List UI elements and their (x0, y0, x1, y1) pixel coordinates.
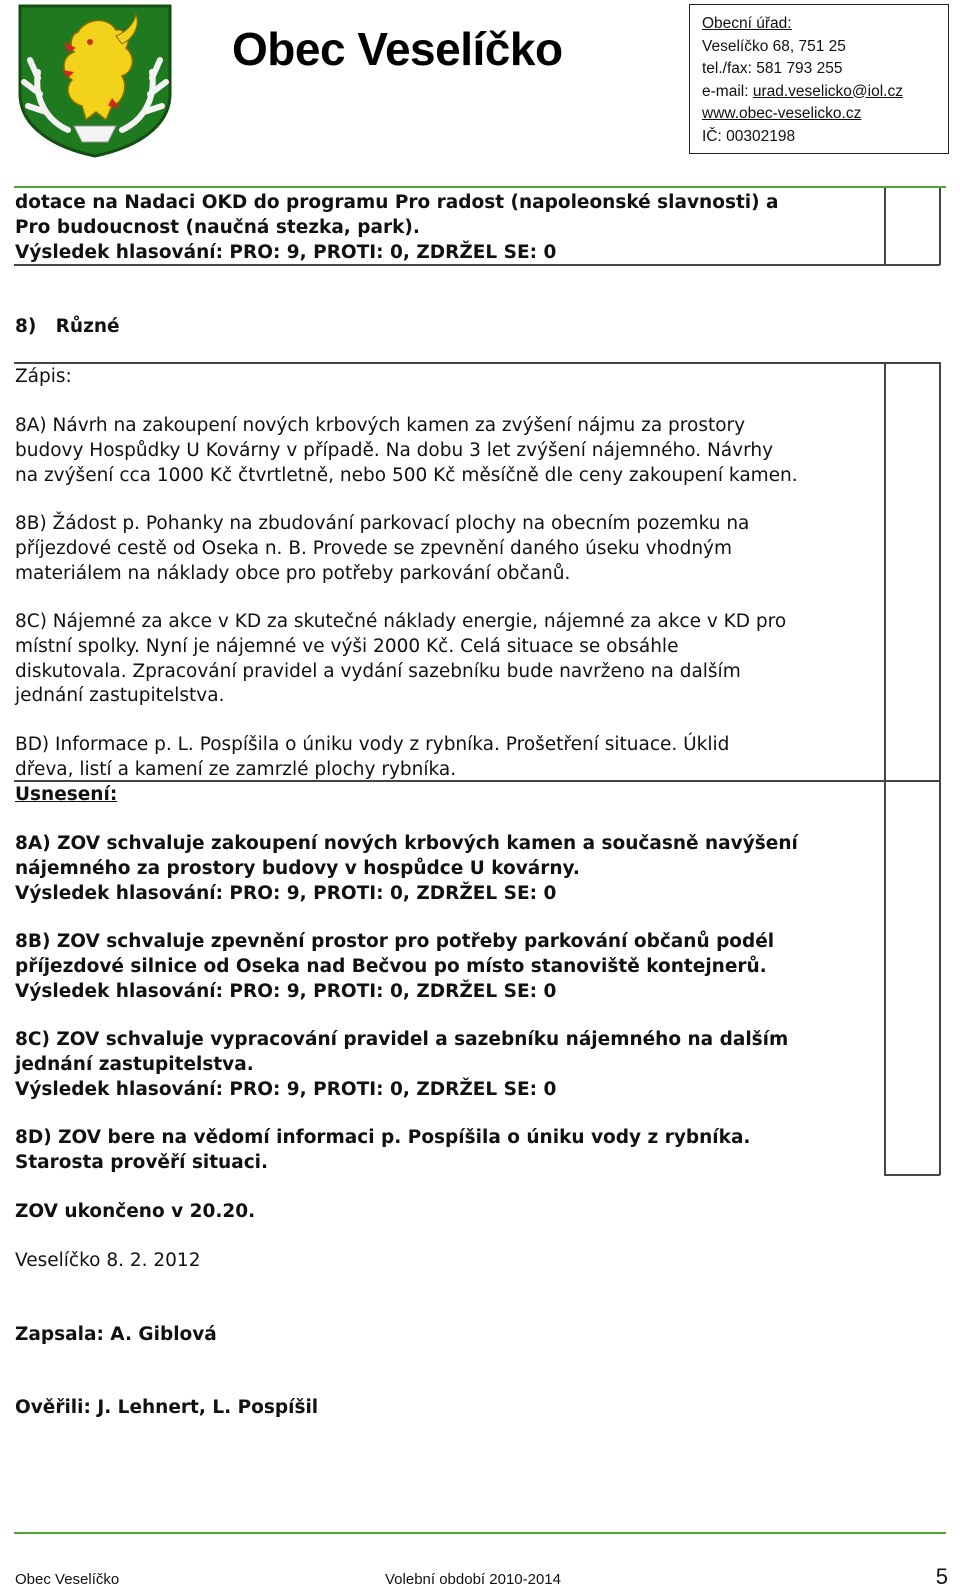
vote-result: Výsledek hlasování: PRO: 9, PROTI: 0, ZDRŽEL SE: 0 (15, 241, 557, 263)
text-line: 8A) Návrh na zakoupení nových krbových kamen za zvýšení nájmu za prostory (15, 415, 746, 436)
page-title: Obec Veselíčko (232, 23, 563, 75)
item-8b (15, 512, 895, 586)
text-line: Starosta prověří situaci. (15, 1151, 269, 1173)
item-8a (15, 414, 895, 488)
item-bd (15, 733, 895, 783)
vote-result: Výsledek hlasování: PRO: 9, PROTI: 0, ZDRŽEL SE: 0 (15, 1078, 557, 1100)
contact-phone: tel./fax: 581 793 255 (702, 60, 843, 77)
contact-email-prefix: e-mail: (702, 82, 753, 100)
page-number: 5 (935, 1564, 948, 1589)
resolution-8a (15, 832, 895, 906)
verified-by: Ověřili: J. Lehnert, L. Pospíšil (15, 1397, 319, 1418)
usneseni-label: Usnesení: (15, 784, 118, 805)
text-line: dřeva, listí a kamení ze zamrzlé plochy rybníka. (15, 758, 457, 780)
contact-email-row (702, 81, 936, 104)
text-line: příjezdové silnice od Oseka nad Bečvou po místo stanoviště kontejnerů. (15, 955, 767, 977)
footer-center: Volební období 2010-2014 (385, 1571, 561, 1588)
contact-email-link[interactable]: urad.veselicko@iol.cz (752, 82, 903, 100)
section-heading: 8) Různé (15, 316, 120, 337)
resolution-8b (15, 930, 895, 1004)
table-border (939, 188, 941, 265)
text-line: jednání zastupitelstva. (15, 1053, 254, 1075)
item-8c (15, 610, 895, 709)
contact-website-link[interactable]: www.obec-veselicko.cz (702, 105, 862, 122)
text-line: Pro budoucnost (naučná stezka, park). (15, 216, 420, 238)
footer-rule (14, 1532, 946, 1534)
closing-note: ZOV ukončeno v 20.20. (15, 1201, 256, 1222)
resolution-8c (15, 1028, 895, 1102)
contact-office-label: Obecní úřad: (702, 15, 792, 32)
text-line: příjezdové cestě od Oseka n. B. Provede se zpevnění daného úseku vhodným (15, 537, 733, 559)
contact-box (689, 4, 949, 154)
text-line: jednání zastupitelstva. (15, 685, 225, 707)
top-paragraph (15, 191, 895, 265)
contact-address: Veselíčko 68, 751 25 (702, 37, 846, 55)
text-line: BD) Informace p. L. Pospíšila o úniku vody z rybníka. Prošetření situace. Úklid (15, 734, 730, 755)
vote-result: Výsledek hlasování: PRO: 9, PROTI: 0, ZDRŽEL SE: 0 (15, 882, 557, 904)
text-line: 8C) Nájemné za akce v KD za skutečné náklady energie, nájemné za akce v KD pro (15, 611, 787, 632)
vote-result: Výsledek hlasování: PRO: 9, PROTI: 0, ZDRŽEL SE: 0 (15, 980, 557, 1002)
text-line: budovy Hospůdky U Kovárny v případě. Na dobu 3 let zvýšení nájemného. Návrhy (15, 439, 774, 461)
zapis-label: Zápis: (15, 366, 72, 387)
text-line: 8B) Žádost p. Pohanky na zbudování parkovací plochy na obecním pozemku na (15, 513, 750, 534)
text-line: dotace na Nadaci OKD do programu Pro radost (napoleonské slavnosti) a (15, 192, 779, 213)
resolution-8d (15, 1126, 895, 1176)
footer-left: Obec Veselíčko (15, 1571, 120, 1588)
text-line: na zvýšení cca 1000 Kč čtvrtletně, nebo 500 Kč měsíčně dle ceny zakoupení kamen. (15, 464, 798, 486)
text-line: 8D) ZOV bere na vědomí informaci p. Pospíšila o úniku vody z rybníka. (15, 1127, 751, 1148)
recorded-by: Zapsala: A. Giblová (15, 1324, 217, 1345)
contact-company-id: IČ: 00302198 (702, 127, 796, 145)
text-line: místní spolky. Nyní je nájemné ve výši 2000 Kč. Celá situace se obsáhle (15, 635, 679, 657)
document-date: Veselíčko 8. 2. 2012 (15, 1250, 201, 1271)
text-line: nájemného za prostory budovy v hospůdce U kovárny. (15, 857, 580, 879)
table-border (14, 362, 940, 364)
text-line: 8B) ZOV schvaluje zpevnění prostor pro potřeby parkování občanů podél (15, 931, 775, 952)
table-border (939, 362, 941, 1175)
header-rule (14, 186, 946, 188)
municipal-crest (16, 2, 174, 158)
text-line: diskutovala. Zpracování pravidel a vydání sazebníku bude navrženo na dalším (15, 660, 741, 682)
text-line: 8A) ZOV schvaluje zakoupení nových krbových kamen a současně navýšení (15, 833, 798, 854)
text-line: materiálem na náklady obce pro potřeby parkování občanů. (15, 562, 571, 584)
text-line: 8C) ZOV schvaluje vypracování pravidel a sazebníku nájemného na dalším (15, 1029, 789, 1050)
